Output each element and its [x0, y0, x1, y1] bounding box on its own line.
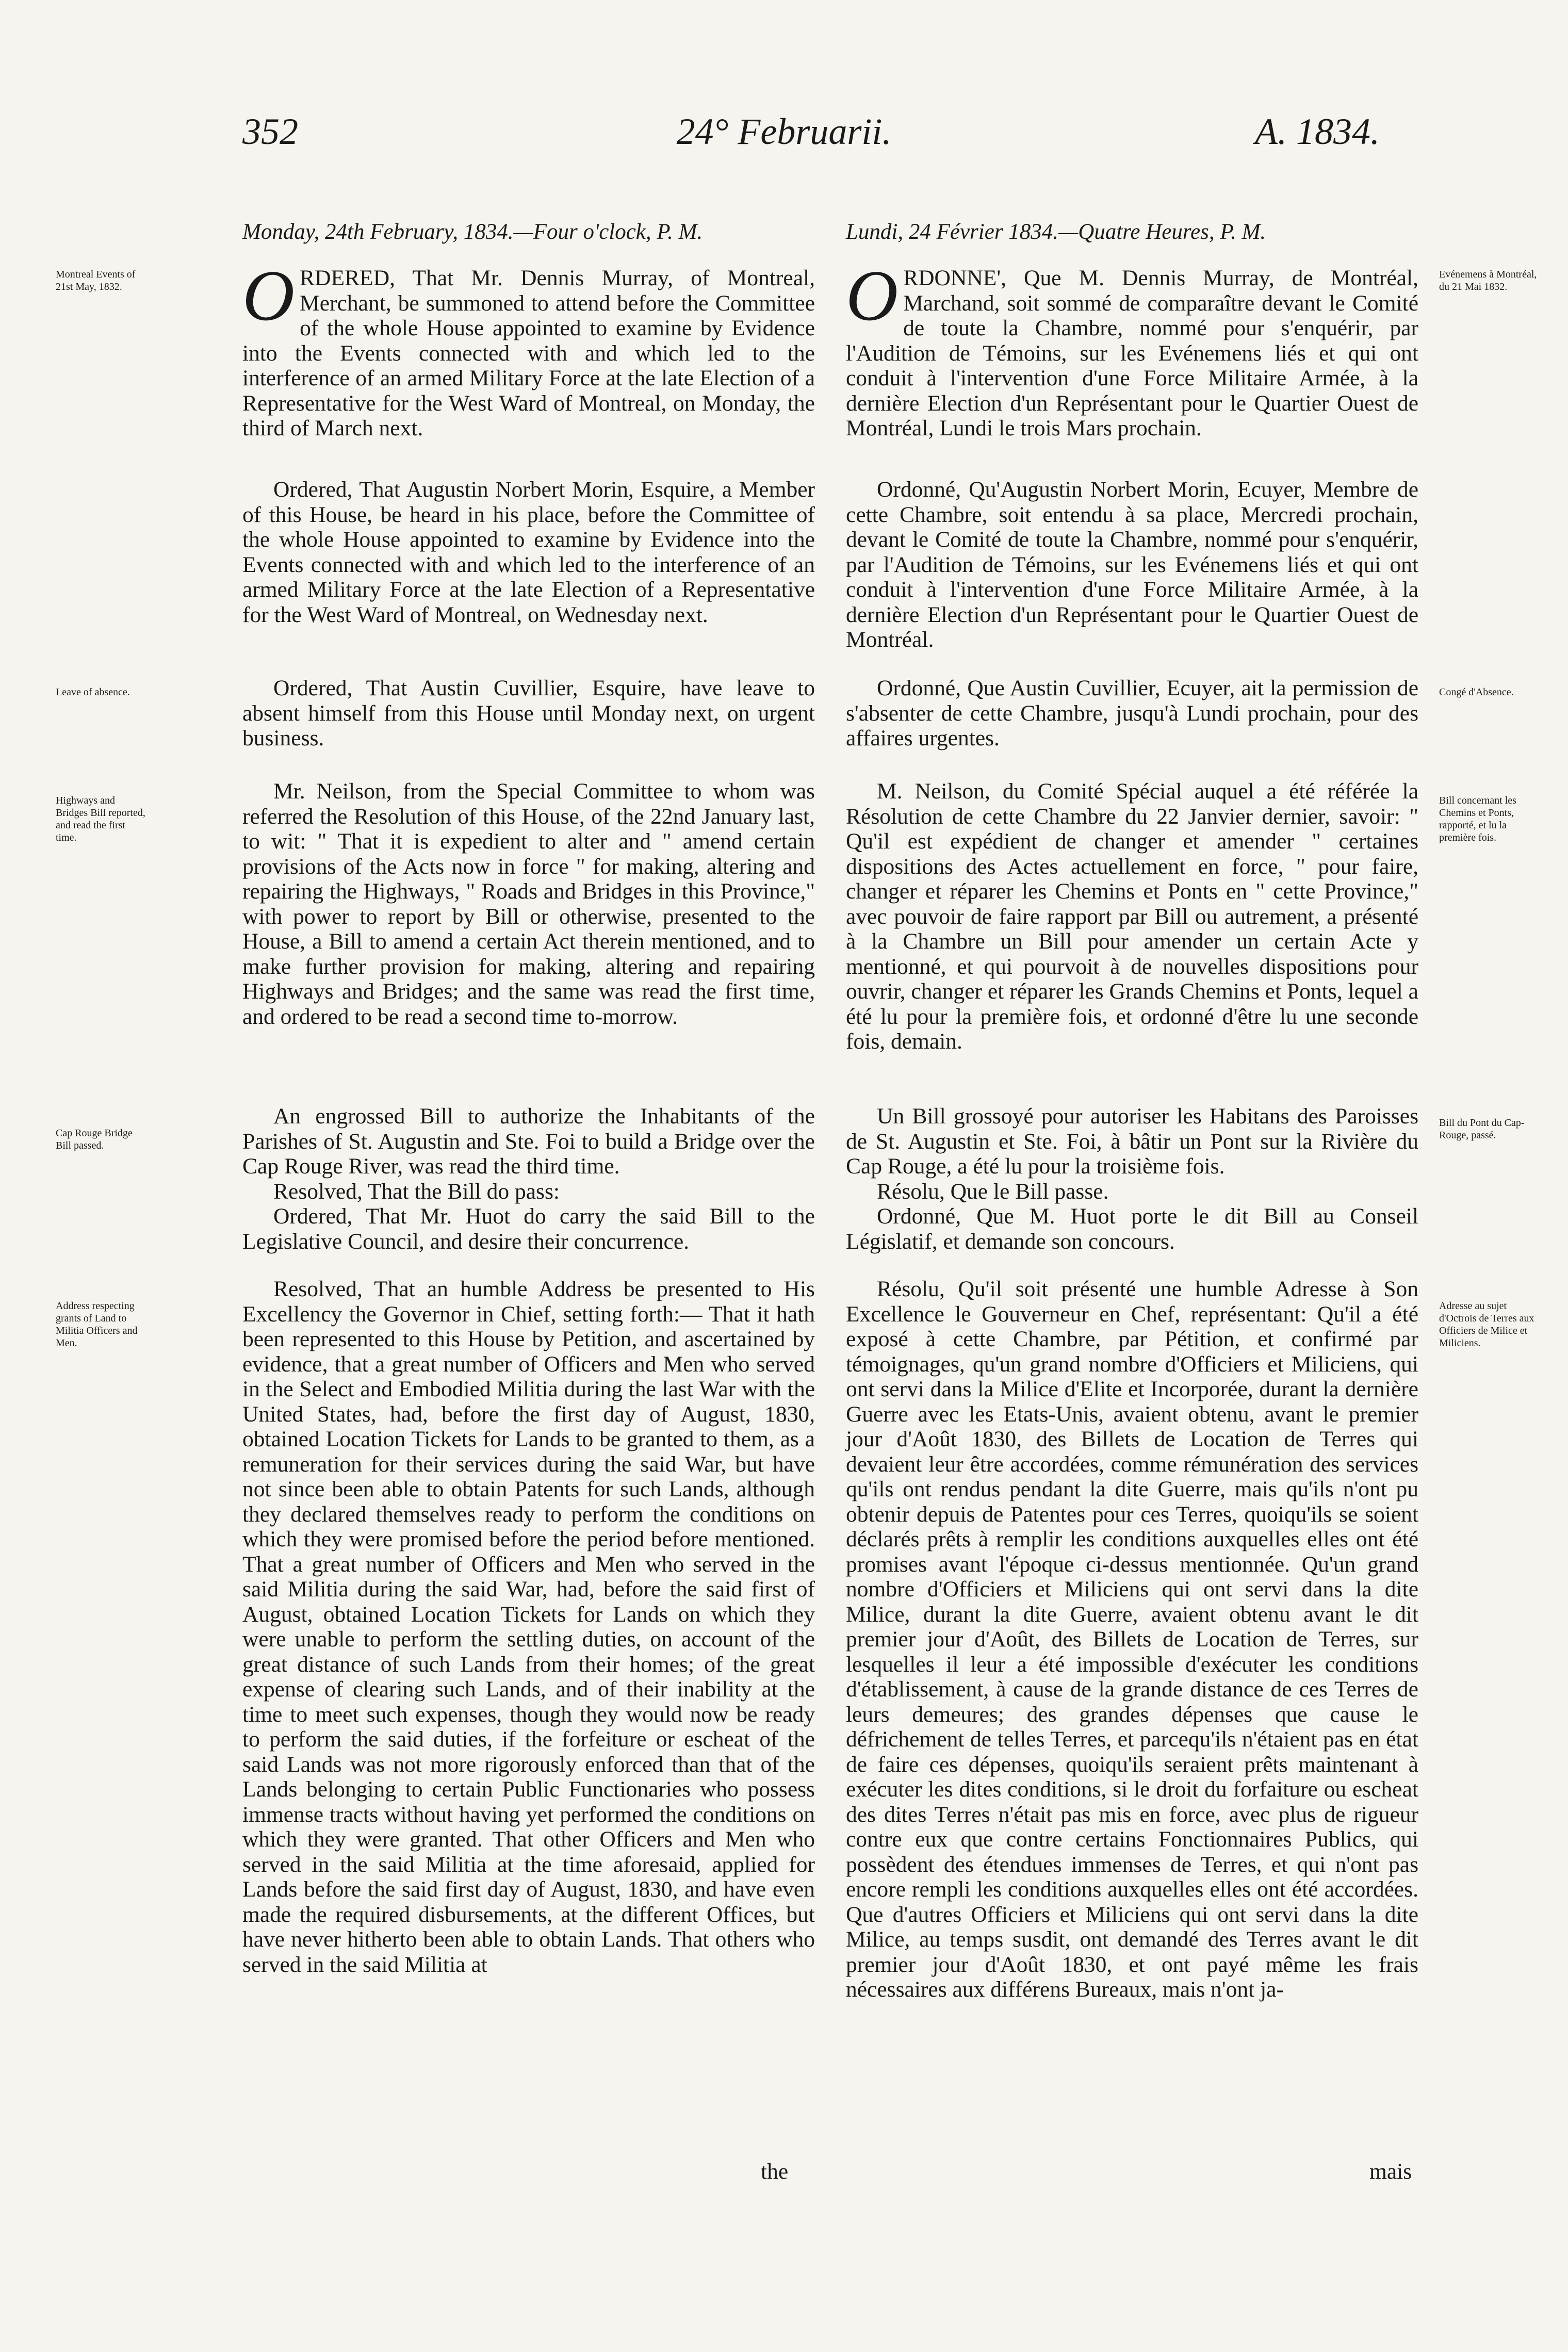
margin-note-leave-of-absence: Leave of absence. — [56, 687, 130, 698]
margin-note-montreal-events: Montreal Events of 21st May, 1832. — [56, 269, 136, 292]
margin-note-conge: Congé d'Absence. — [1439, 687, 1514, 698]
english-highways-report — [242, 779, 815, 1029]
drop-cap: O — [846, 256, 899, 336]
french-paragraph-3: Ordonné, Que Austin Cuvillier, Ecuyer, ait la permission de s'absenter de cette Chambre, jusqu'à Lundi prochain, pour des affaires urgentes. — [846, 676, 1418, 750]
french-highways-report — [846, 779, 1418, 1054]
english-paragraph-8: Resolved, That an humble Address be presented to His Excellency the Governor in Chief, setting forth:— That it hath been represented to this House by Petition, and ascertained by evidence, that a great number of Officers and Men who served in the Select and Embodied Militia during the last War with the United States, had, before the first day of August, 1830, obtained Location Tickets for Lands to be granted to them, as a remuneration for their services during the said War, but have not since been able to obtain Patents for such Lands, although they declared themselves ready to perform the conditions on which they were promised before the period before mentioned. That a great number of Officers and Men who served in the said Militia during the said War, had, before the said first of August, obtained Location Tickets for Lands on which they were unable to perform the settling duties, on account of the great distance of such Lands from their homes; of the great expense of clearing such Lands, and of their inability at the time to meet such expenses, though they would now be ready to perform the said duties, if the forfeiture or escheat of the said Lands was not more rigorously enforced than that of the Lands belonging to certain Public Functionaries who possess immense tracts without having yet performed the conditions on which they were granted. That other Officers and Men who served in the said Militia at the time aforesaid, applied for Lands before the said first day of August, 1830, and have even made the required disbursements, at the different Offices, but have never hitherto been able to obtain Lands. That others who served in the said Militia at — [242, 1277, 815, 1977]
french-order-murray — [846, 256, 1418, 441]
french-paragraph-2: Ordonné, Qu'Augustin Norbert Morin, Ecuyer, Membre de cette Chambre, soit entendu à sa place, Mercredi prochain, devant le Comité de toute la Chambre, nommé pour s'enquérir, par l'Audition de Témoins, sur les Evénemens liés et qui ont conduit à l'intervention d'une Force Militaire Armée, à la dernière Election d'un Représentant pour le Quartier Ouest de Montréal. — [846, 477, 1418, 652]
french-paragraph-4: M. Neilson, du Comité Spécial auquel a été référée la Résolution de cette Chambre du 22 Janvier dernier, savoir: " Qu'il est expédient de changer et amender " certaines dispositions des Actes actuellement en force, " pour faire, changer et réparer les Chemins et Ponts en " cette Province," avec pouvoir de faire rapport par Bill ou autrement, a présenté à la Chambre un Bill pour amender un certain Acte y mentionné, et qui pourvoit à de nouvelles dispositions pour ouvrir, changer et réparer les Grands Chemins et Ponts, lequel a été lu pour la première fois, et ordonné d'être lu une seconde fois, demain. — [846, 779, 1418, 1054]
running-year: A. 1834. — [1255, 111, 1380, 152]
french-paragraph-5: Un Bill grossoyé pour autoriser les Habitans des Paroisses de St. Augustin et Ste. Foi, à bâtir un Pont sur la Rivière du Cap Rouge, a été lu pour la troisième fois. — [846, 1104, 1418, 1179]
french-paragraph-8: Résolu, Qu'il soit présenté une humble Adresse à Son Excellence le Gouverneur en Chef, représentant: Qu'il a été exposé à cette Chambre, par Pétition, et confirmé par témoignages, qu'un grand nombre d'Officiers et Miliciens, qui ont servi dans la Milice d'Elite et Incorporée, durant la dernière Guerre avec les Etats-Unis, avaient obtenu, avant le premier jour d'Août 1830, des Billets de Location de Terres qui devaient leur être accordées, comme rémunération des services qu'ils ont rendus pendant la dite Guerre, mais qu'ils n'ont pu obtenir depuis de Patentes pour ces Terres, quoiqu'ils se soient déclarés prêts à remplir les conditions auxquelles elles ont été promises avant l'époque ci-dessus mentionnée. Qu'un grand nombre d'Officiers et Miliciens qui ont servi dans la dite Milice, durant la dite Guerre, avaient obtenu avant le dit premier jour d'Août, des Billets de Location de Terres, sur lesquelles il leur a été impossible d'exécuter les conditions d'établissement, à cause de la grande distance de ces Terres de leurs demeures; des grandes dépenses que cause le défrichement de telles Terres, et parcequ'ils n'étaient pas en état de faire ces dépenses, quoiqu'ils seraient prêts maintenant à exécuter les dites conditions, si le droit du forfaiture ou escheat des dites Terres n'était pas mis en force, avec plus de rigueur contre eux que contre certains Fonctionnaires Publics, qui possèdent des étendues immenses de Terres, et qui n'ont pas encore rempli les conditions auxquelles elles ont été accordées. Que d'autres Officiers et Miliciens qui ont servi dans la dite Milice, au temps susdit, ont demandé des Terres avant le dit premier jour d'Août 1830, et ont payé même les frais nécessaires aux différens Bureaux, mais n'ont ja- — [846, 1277, 1418, 2002]
session-heading-french: Lundi, 24 Février 1834.—Quatre Heures, P. M. — [846, 220, 1266, 244]
margin-note-highways-bill: Highways and Bridges Bill reported, and read the first time. — [56, 795, 145, 843]
running-date: 24° Februarii. — [676, 111, 892, 152]
english-paragraph-4: Mr. Neilson, from the Special Committee to whom was referred the Resolution of this House, of the 22nd January last, to wit: " That it is expedient to alter and " amend certain provisions of the Acts now in force " for making, altering and repairing the Highways, " Roads and Bridges in this Province," with power to report by Bill or otherwise, presented to the House, a Bill to amend a certain Act therein mentioned, and to make further provision for making, altering and repairing Highways and Bridges; and the same was read the first time, and ordered to be read a second time to-morrow. — [242, 779, 815, 1029]
english-militia-address — [242, 1277, 815, 1977]
margin-note-adresse-miliciens: Adresse au sujet d'Octrois de Terres aux Officiers de Milice et Miliciens. — [1439, 1300, 1534, 1349]
french-order-cuvillier — [846, 676, 1418, 751]
page-number: 352 — [242, 111, 298, 152]
english-order-murray — [242, 256, 815, 441]
french-cap-rouge-bill — [846, 1104, 1418, 1254]
margin-note-evenemens: Evénemens à Montréal, du 21 Mai 1832. — [1439, 269, 1537, 292]
margin-note-cap-rouge-bill: Cap Rouge Bridge Bill passed. — [56, 1128, 133, 1151]
english-paragraph-6: Resolved, That the Bill do pass: — [273, 1179, 560, 1204]
drop-cap: O — [242, 256, 295, 336]
english-paragraph-5: An engrossed Bill to authorize the Inhabitants of the Parishes of St. Augustin and Ste. Foi to build a Bridge over the Cap Rouge River, was read the third time. — [242, 1104, 815, 1179]
french-order-morin — [846, 477, 1418, 652]
catchword-english: the — [761, 2159, 789, 2184]
english-paragraph-2: Ordered, That Augustin Norbert Morin, Esquire, a Member of this House, be heard in his place, before the Committee of the whole House appointed to examine by Evidence into the Events connected with and which led to the interference of an armed Military Force at the late Election of a Representative for the West Ward of Montreal, on Wednesday next. — [242, 477, 815, 627]
english-order-morin — [242, 477, 815, 627]
margin-note-pont-cap-rouge: Bill du Pont du Cap-Rouge, passé. — [1439, 1117, 1525, 1141]
english-paragraph-3: Ordered, That Austin Cuvillier, Esquire, have leave to absent himself from this House until Monday next, on urgent business. — [242, 676, 815, 750]
french-militia-address — [846, 1277, 1418, 2002]
margin-note-bill-chemins: Bill concernant les Chemins et Ponts, rapporté, et lu la première fois. — [1439, 795, 1516, 843]
english-paragraph-1: RDERED, That Mr. Dennis Murray, of Montreal, Merchant, be summoned to attend before the Committee of the whole House appointed to examine by Evidence into the Events connected with and which led to the interference of an armed Military Force at the late Election of a Representative for the West Ward of Montreal, on Monday, the third of March next. — [242, 266, 815, 440]
french-paragraph-6: Résolu, Que le Bill passe. — [877, 1179, 1109, 1204]
english-order-cuvillier — [242, 676, 815, 751]
margin-note-militia-address: Address respecting grants of Land to Militia Officers and Men. — [56, 1300, 138, 1349]
french-paragraph-7: Ordonné, Que M. Huot porte le dit Bill au Conseil Législatif, et demande son concours. — [846, 1204, 1418, 1254]
english-paragraph-7: Ordered, That Mr. Huot do carry the said Bill to the Legislative Council, and desire their concurrence. — [242, 1204, 815, 1254]
french-paragraph-1: RDONNE', Que M. Dennis Murray, de Montréal, Marchand, soit sommé de comparaître devant le Comité de toute la Chambre, nommé pour s'enquérir, par l'Audition de Témoins, sur les Evénemens liés et qui ont conduit à l'intervention d'une Force Militaire Armée, à la dernière Election d'un Représentant pour le Quartier Ouest de Montréal, Lundi le trois Mars prochain. — [846, 266, 1418, 440]
session-heading-english: Monday, 24th February, 1834.—Four o'clock, P. M. — [242, 220, 703, 244]
catchword-french: mais — [1369, 2159, 1412, 2184]
english-cap-rouge-bill — [242, 1104, 815, 1254]
